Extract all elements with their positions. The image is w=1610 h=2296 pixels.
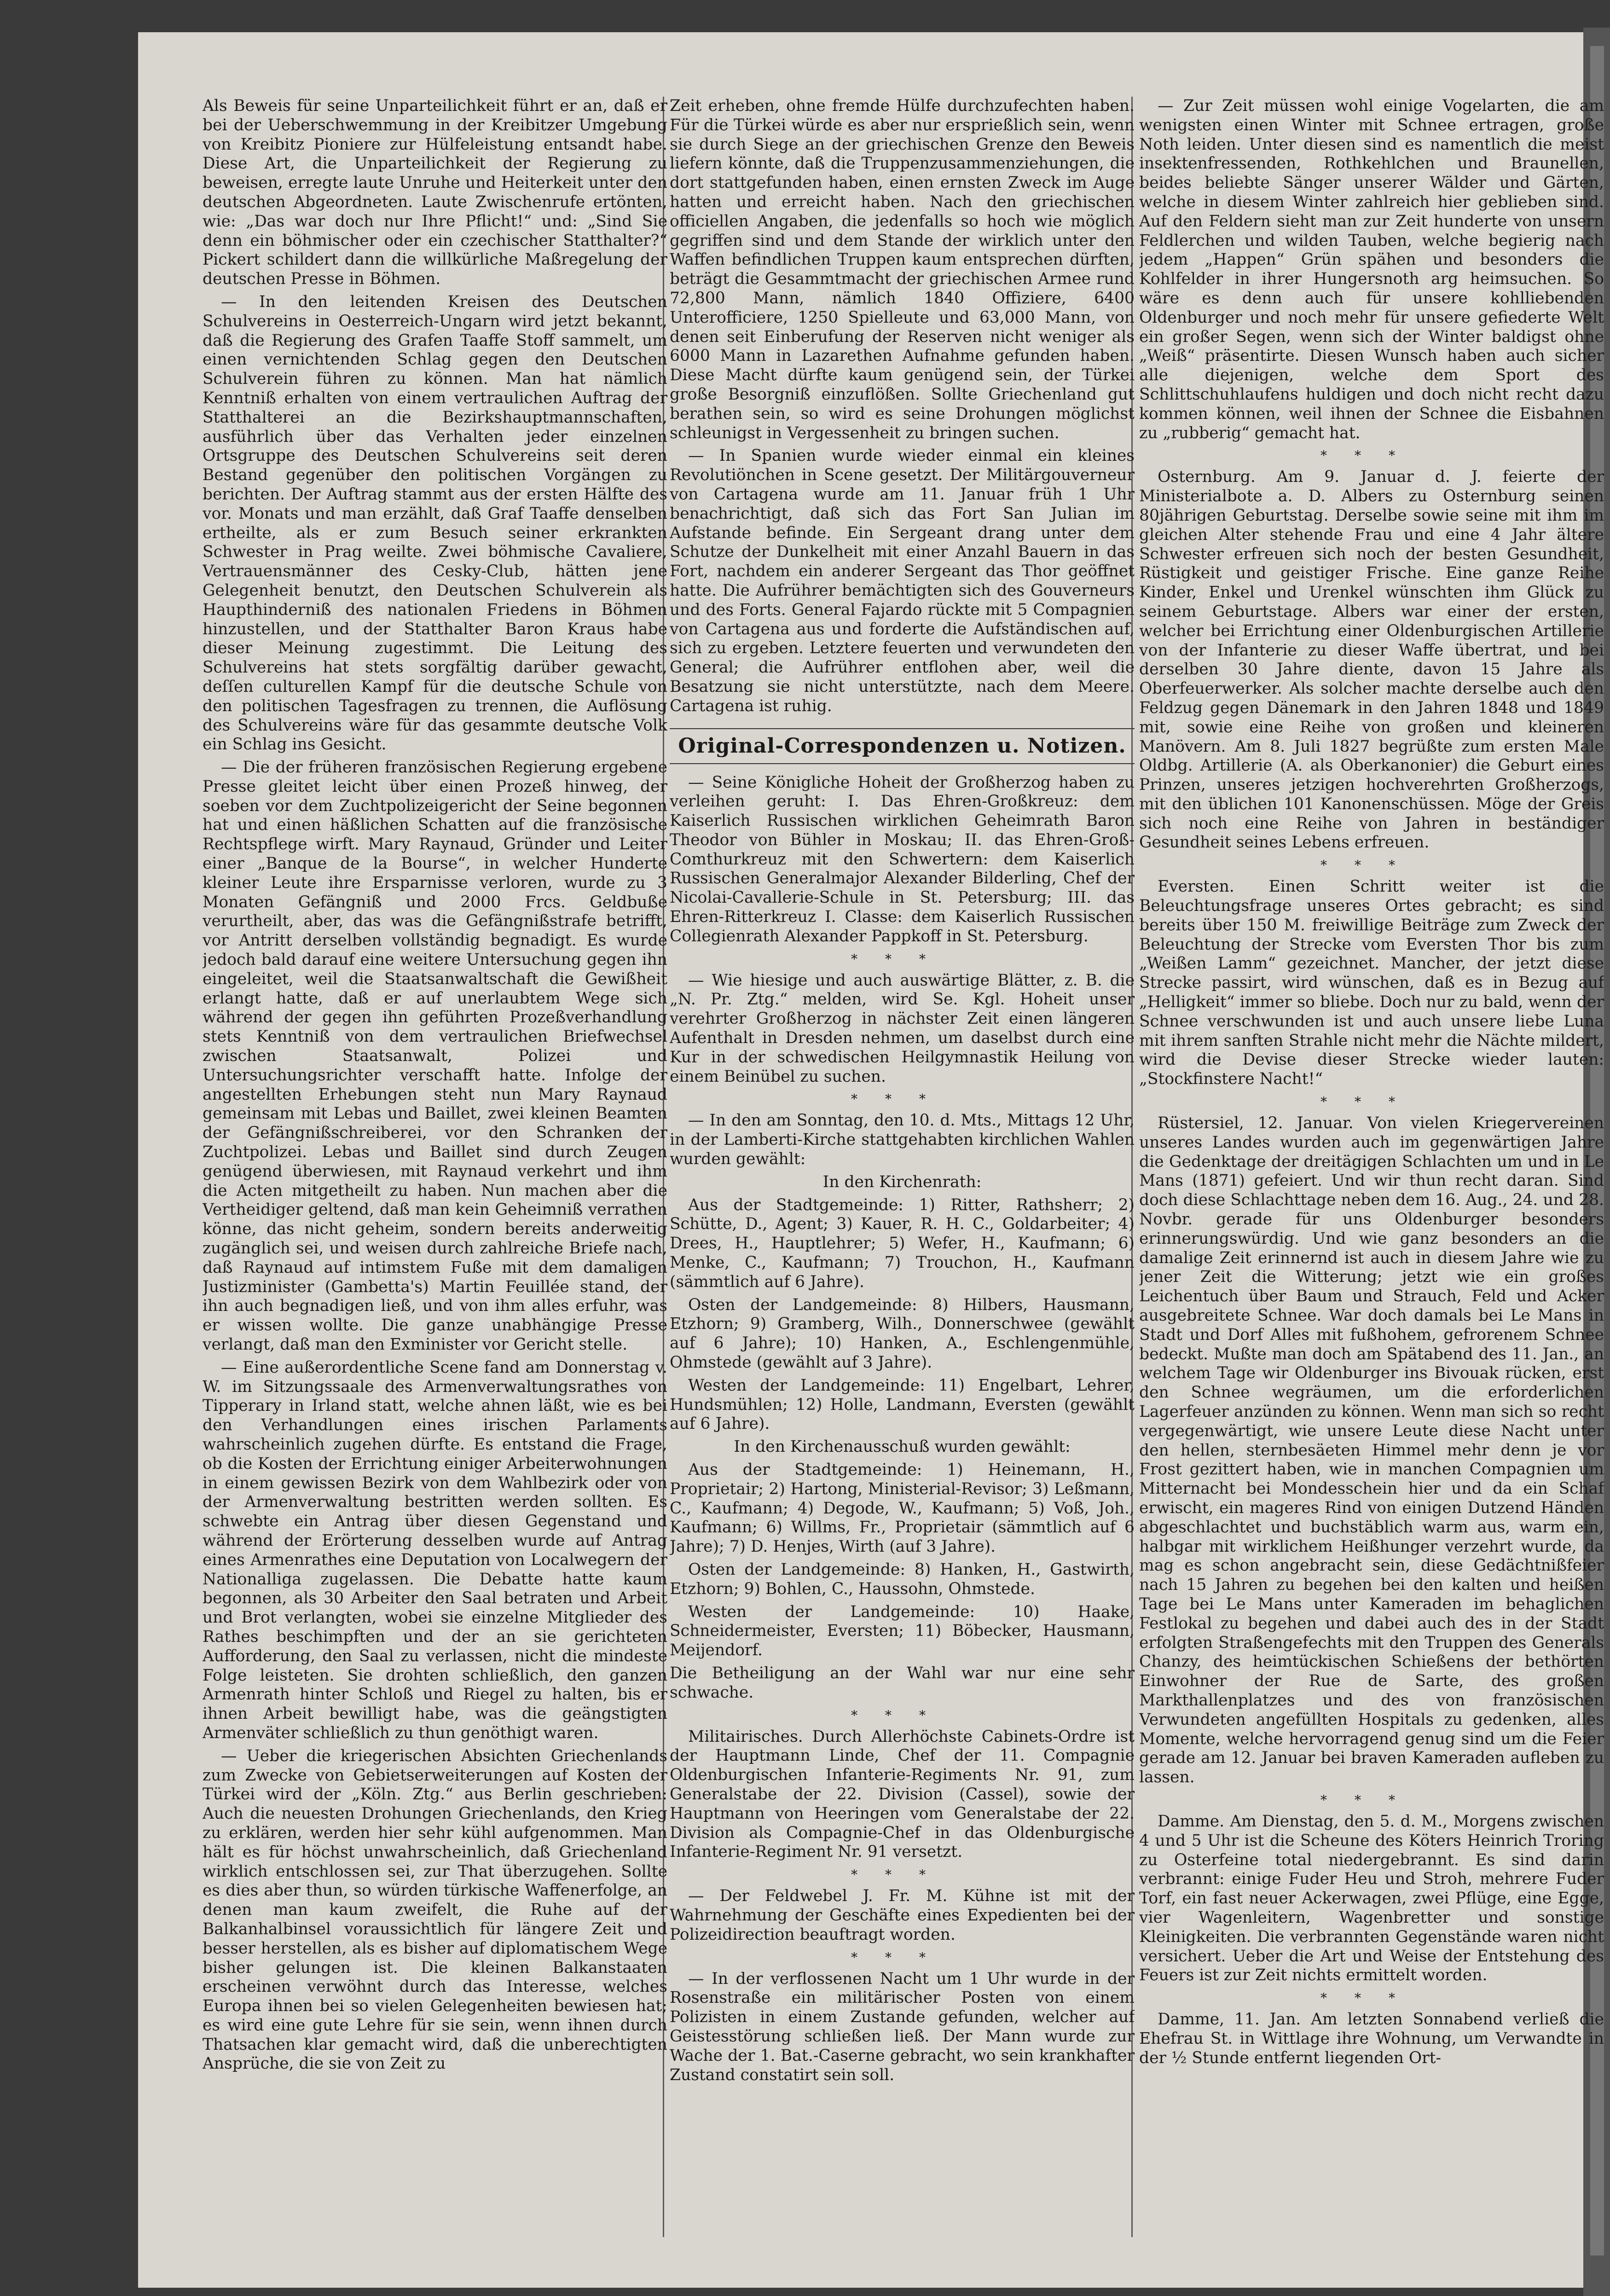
separator-stars: *** (851, 1091, 953, 1107)
paragraph: — In den am Sonntag, den 10. d. Mts., Mittags 12 Uhr, in der Lamberti-Kirche stattgehabten kirchlichen Wahlen wurden gewählt: (670, 1111, 1135, 1169)
column-3 (1139, 97, 1604, 2237)
paragraph: Zeit erheben, ohne fremde Hülfe durchzufechten haben. Für die Türkei würde es aber nur ersprießlich sein, wenn sie durch Siege an der griechischen Grenze den Beweis liefern könnte, daß die Truppenzusammenziehungen, die dort stattgefunden haben, einen ernsten Zweck im Auge hatten und erreicht haben. Nach den griechischen officiellen Angaben, die jedenfalls so hoch wie möglich gegriffen sind und dem Stande der wirklich unter den Waffen befindlichen Truppen kaum entsprechen dürften, beträgt die Gesammtmacht der griechischen Armee rund 72,800 Mann, nämlich 1840 Offiziere, 6400 Unterofficiere, 1250 Spielleute und 63,000 Mann, von denen seit Einberufung der Reserven nicht weniger als 6000 Mann in Lazarethen Aufnahme gefunden haben. Diese Macht dürfte kaum genügend sein, der Türkei große Besorgniß einzuflößen. Sollte Griechenland gut berathen sein, so wird es seine Drohungen möglichst schleunigst in Vergessenheit zu bringen suchen. (670, 97, 1135, 442)
column-1 (203, 97, 667, 2237)
paragraph: — In Spanien wurde wieder einmal ein kleines Revolutiönchen in Scene gesetzt. Der Militärgouverneur von Cartagena wurde am 11. Januar früh 1 Uhr benachrichtigt, daß sich das Fort San Julian im Aufstande befinde. Ein Sergeant drang unter dem Schutze der Dunkelheit mit einer Anzahl Bauern in das Fort, nachdem ein anderer Sergeant das Thor geöffnet hatte. Die Aufrührer bemächtigten sich des Gouverneurs und des Forts. General Fajardo rückte mit 5 Compagnien von Cartagena aus und forderte die Aufständischen auf, sich zu ergeben. Letztere feuerten und verwundeten den General; die Aufrührer entflohen aber, weil die Besatzung sie nicht unterstützte, nach dem Meere. Cartagena ist ruhig. (670, 446, 1135, 715)
paragraph: Westen der Landgemeinde: 11) Engelbart, Lehrer, Hundsmühlen; 12) Holle, Landmann, Eversten (gewählt auf 6 Jahre). (670, 1376, 1135, 1433)
separator-stars: *** (1320, 1094, 1423, 1110)
paragraph: Als Beweis für seine Unparteilichkeit führt er an, daß er bei der Ueberschwemmung in der Kreibitzer Umgebung von Kreibitz Pioniere zur Hülfeleistung entsandt habe. Diese Art, die Unparteilichkeit der Regierung zu beweisen, erregte laute Unruhe und Heiterkeit unter den deutschen Abgeordneten. Laute Zwischenrufe ertönten, wie: „Das war doch nur Ihre Pflicht!“ und: „Sind Sie denn ein böhmischer oder ein czechischer Statthalter?“ Pickert schildert dann die willkürliche Maßregelung der deutschen Presse in Böhmen. (203, 97, 667, 289)
paragraph: — Wie hiesige und auch auswärtige Blätter, z. B. die „N. Pr. Ztg.“ melden, wird Se. Kgl. Hoheit unser verehrter Großherzog in nächster Zeit einen längeren Aufenthalt in Dresden nehmen, um daselbst durch eine Kur in der schwedischen Heilgymnastik Heilung von einem Beinübel zu suchen. (670, 971, 1135, 1086)
paragraph: — Seine Königliche Hoheit der Großherzog haben zu verleihen geruht: I. Das Ehren-Großkreuz: dem Kaiserlich Russischen wirklichen Geheimrath Baron Theodor von Bühler in Moskau; II. das Ehren-Groß-Comthurkreuz mit den Schwertern: dem Kaiserlich Russischen Generalmajor Alexander Bilderling, Chef der Nicolai-Cavallerie-Schule in St. Petersburg; III. das Ehren-Ritterkreuz I. Classe: dem Kaiserlich Russischen Collegienrath Alexander Pappkoff in St. Petersburg. (670, 773, 1135, 945)
separator-stars: *** (1320, 1792, 1423, 1808)
paragraph: — Der Feldwebel J. Fr. M. Kühne ist mit der Wahrnehmung der Geschäfte eines Expedienten bei der Polizeidirection beauftragt worden. (670, 1887, 1135, 1944)
paragraph: Osternburg. Am 9. Januar d. J. feierte der Ministerialbote a. D. Albers zu Osternburg seinen 80jährigen Geburtstag. Derselbe sowie seine mit ihm im gleichen Alter stehende Frau und eine 4 Jahr ältere Schwester erfreuen sich noch der besten Gesundheit, Rüstigkeit und geistiger Frische. Eine ganze Reihe Kinder, Enkel und Urenkel wünschten ihm Glück zu seinem Geburtstage. Albers war einer der ersten, welcher bei Errichtung einer Oldenburgischen Artillerie von der Infanterie zu dieser Waffe übertrat, und bei derselben 30 Jahre diente, davon 15 Jahre als Oberfeuerwerker. Als solcher machte derselbe auch den Feldzug gegen Dänemark in den Jahren 1848 und 1849 mit, sowie eine Reihe von großen und kleineren Manövern. Am 8. Juli 1827 begrüßte zum ersten Male Oldbg. Artillerie (A. als Oberkanonier) die Geburt eines Prinzen, unseres jetzigen hochverehrten Großherzogs, mit den üblichen 101 Kanonenschüssen. Möge der Greis sich noch eine Reihe von Jahren in beständiger Gesundheit seines Lebens erfreuen. (1139, 468, 1604, 852)
paragraph: — In der verflossenen Nacht um 1 Uhr wurde in der Rosenstraße ein militärischer Posten von einem Polizisten in einem Zustande gefunden, welcher auf Geistesstörung schließen ließ. Der Mann wurde zur Wache der 1. Bat.-Caserne gebracht, wo sein krankhafter Zustand constatirt sein soll. (670, 1969, 1135, 2084)
paragraph: Eversten. Einen Schritt weiter ist die Beleuchtungsfrage unseres Ortes gebracht; es sind bereits über 150 M. freiwillige Beiträge zum Zweck der Beleuchtung der Strecke vom Eversten Thor bis zum „Weißen Lamm“ gezeichnet. Mancher, der jetzt diese Strecke passirt, wird wünschen, daß es in Bezug auf „Helligkeit“ immer so bliebe. Doch nur zu bald, wenn der Schnee verschwunden ist und auch unsere liebe Luna mit ihrem sanften Strahle nicht mehr die Nächte mildert, wird die Devise dieser Strecke wieder lauten: „Stockfinstere Nacht!“ (1139, 877, 1604, 1089)
separator-stars: *** (851, 1707, 953, 1723)
paragraph: Aus der Stadtgemeinde: 1) Heinemann, H., Proprietair; 2) Hartong, Ministerial-Revisor; 3) Leßmann, C., Kaufmann; 4) Degode, W., Kaufmann; 5) Voß, Joh., Kaufmann; 6) Willms, Fr., Proprietair (sämmtlich auf 6 Jahre); 7) D. Henjes, Wirth (auf 3 Jahre). (670, 1461, 1135, 1556)
separator-stars: *** (851, 1867, 953, 1883)
paragraph: Osten der Landgemeinde: 8) Hanken, H., Gastwirth, Etzhorn; 9) Bohlen, C., Haussohn, Ohmstede. (670, 1560, 1135, 1598)
subheading: In den Kirchenrath: (822, 1172, 982, 1191)
paragraph: Die Betheiligung an der Wahl war nur eine sehr schwache. (670, 1664, 1135, 1702)
section-heading: Original-Correspondenzen u. Notizen. (670, 728, 1135, 764)
paragraph: — Ueber die kriegerischen Absichten Griechenlands zum Zwecke von Gebietserweiterungen auf Kosten der Türkei wird der „Köln. Ztg.“ aus Berlin geschrieben: Auch die neuesten Drohungen Griechenlands, den Krieg zu erklären, werden hier sehr kühl aufgenommen. Man hält es für höchst unwahrscheinlich, daß Griechenland wirklich entschlossen sei, zur That überzugehen. Sollte es dies aber thun, so würden türkische Waffenerfolge, an denen man kaum zweifelt, die Ruhe auf der Balkanhalbinsel voraussichtlich für längere Zeit und besser herstellen, als es bisher auf diplomatischem Wege bisher gelungen ist. Die kleinen Balkanstaaten erscheinen verwöhnt durch das Interesse, welches Europa ihnen bei so vielen Gelegenheiten bewiesen hat; es wird eine gute Lehre für sie sein, wenn ihnen durch Thatsachen klar gemacht wird, daß die unberechtigten Ansprüche, die sie von Zeit zu (203, 1746, 667, 2073)
paragraph: Aus der Stadtgemeinde: 1) Ritter, Rathsherr; 2) Schütte, D., Agent; 3) Kauer, R. H. C., Goldarbeiter; 4) Drees, H., Hauptlehrer; 5) Wefer, H., Kaufmann; 6) Menke, C., Kaufmann; 7) Trouchon, H., Kaufmann (sämmtlich auf 6 Jahre). (670, 1195, 1135, 1291)
separator-stars: *** (1320, 1990, 1423, 2006)
separator-stars: *** (1320, 858, 1423, 873)
column-2 (670, 97, 1135, 2237)
paragraph: Militairisches. Durch Allerhöchste Cabinets-Ordre ist der Hauptmann Linde, Chef der 11. Compagnie Oldenburgischen Infanterie-Regiments Nr. 91, zum Generalstabe der 22. Division (Cassel), sowie der Hauptmann von Heeringen vom Generalstabe der 22. Division als Compagnie-Chef in das Oldenburgische Infanterie-Regiment Nr. 91 versetzt. (670, 1727, 1135, 1861)
paragraph: Westen der Landgemeinde: 10) Haake, Schneidermeister, Eversten; 11) Böbecker, Hausmann, Meijendorf. (670, 1602, 1135, 1660)
paragraph: — In den leitenden Kreisen des Deutschen Schulvereins in Oesterreich-Ungarn wird jetzt bekannt, daß die Regierung des Grafen Taaffe Stoff sammelt, um einen vernichtenden Schlag gegen den Deutschen Schulverein führen zu können. Man hat nämlich Kenntniß erhalten von einem vertraulichen Auftrag der Statthalterei an die Bezirkshauptmannschaften, ausführlich über das Verhalten jeder einzelnen Ortsgruppe des Deutschen Schulvereins seit deren Bestand gegenüber den politischen Vorgängen zu berichten. Der Auftrag stammt aus der ersten Hälfte des vor. Monats und man erzählt, daß Graf Taaffe denselben ertheilte, als er zum Besuch seiner erkrankten Schwester in Prag weilte. Zwei böhmische Cavaliere, Vertrauensmänner des Cesky-Club, hätten jene Gelegenheit benutzt, den Deutschen Schulverein als Haupthinderniß des nationalen Friedens in Böhmen hinzustellen, und der Statthalter Baron Kraus habe dieser Meinung zugestimmt. Die Leitung des Schulvereins hat stets sorgfältig darüber gewacht, deſſen culturellen Kampf für die deutsche Schule von den politischen Tagesfragen zu trennen, die Auflösung des Schulvereins wäre für das gesammte deutsche Volk ein Schlag ins Gesicht. (203, 292, 667, 754)
separator-stars: *** (1320, 448, 1423, 464)
separator-stars: *** (851, 1949, 953, 1965)
paragraph: Damme, 11. Jan. Am letzten Sonnabend verließ die Ehefrau St. in Wittlage ihre Wohnung, um Verwandte in der ½ Stunde entfernt liegenden Ort- (1139, 2010, 1604, 2067)
paragraph: — Zur Zeit müssen wohl einige Vogelarten, die am wenigsten einen Winter mit Schnee ertragen, große Noth leiden. Unter diesen sind es namentlich die meist insektenfressenden, Rothkehlchen und Braunellen, beides beliebte Sänger unserer Wälder und Gärten, welche in diesem Winter zahlreich hier geblieben sind. Auf den Feldern sieht man zur Zeit hunderte von unsern Feldlerchen und wilden Tauben, welche begierig nach jedem „Happen“ Grün spähen und besonders die Kohlfelder in ihrer Hungersnoth arg heimsuchen. So wäre es denn auch für unsere kohlliebenden Oldenburger und noch mehr für unsere gefiederte Welt ein großer Segen, wenn sich der Winter baldigst ohne „Weiß“ präsentirte. Diesen Wunsch haben auch sicher alle diejenigen, welche dem Sport des Schlittschuhlaufens huldigen und doch nicht recht dazu kommen können, weil ihnen der Schnee die Eisbahnen zu „rubberig“ gemacht hat. (1139, 97, 1604, 442)
paragraph: — Die der früheren französischen Regierung ergebene Presse gleitet leicht über einen Prozeß hinweg, der soeben vor dem Zuchtpolizeigericht der Seine begonnen hat und einen häßlichen Schatten auf die französische Rechtspflege wirft. Mary Raynaud, Gründer und Leiter einer „Banque de la Bourse“, in welcher Hunderte kleiner Leute ihre Ersparnisse verloren, wurde zu 3 Monaten Gefängniß und 2000 Frcs. Geldbuße verurtheilt, aber, das was die Gefängnißstrafe betrifft, vor Antritt derselben vollständig begnadigt. Es wurde jedoch bald darauf eine weitere Untersuchung gegen ihn eingeleitet, weil die Staatsanwaltschaft die Gewißheit erlangt hatte, daß er auf unerlaubtem Wege sich während der gegen ihn geführten Prozeßverhandlung stets Kenntniß von dem vertraulichen Briefwechsel zwischen Staatsanwalt, Polizei und Untersuchungsrichter verschafft hatte. Infolge der angestellten Erhebungen steht nun Mary Raynaud gemeinsam mit Lebas und Baillet, zwei kleinen Beamten der Gefängnißschreiberei, vor den Schranken der Zuchtpolizei. Lebas und Baillet sind durch Zeugen genügend überwiesen, mit Raynaud verkehrt und ihm die Acten mitgetheilt zu haben. Nun machen aber die Vertheidiger geltend, daß man kein Geheimniß verrathen könne, das nicht geheim, sondern bereits anderweitig zugänglich sei, und weisen durch zahlreiche Briefe nach, daß Raynaud auf intimstem Fuße mit dem damaligen Justizminister (Gambetta's) Martin Feuillée stand, der ihn auch begnadigen ließ, und von ihm alles erfuhr, was er wissen wollte. Die ganze unabhängige Presse verlangt, daß man den Exminister vor Gericht stelle. (203, 758, 667, 1354)
paragraph: Osten der Landgemeinde: 8) Hilbers, Hausmann, Etzhorn; 9) Gramberg, Wilh., Donnerschwee (gewählt auf 6 Jahre); 10) Hanken, A., Eschlengenmühle, Ohmstede (gewählt auf 3 Jahre). (670, 1295, 1135, 1372)
paragraph: Damme. Am Dienstag, den 5. d. M., Morgens zwischen 4 und 5 Uhr ist die Scheune des Köters Heinrich Troring zu Osterfeine total niedergebrannt. Es sind darin verbrannt: einige Fuder Heu und Stroh, mehrere Fuder Torf, ein fast neuer Ackerwagen, zwei Pflüge, eine Egge, vier Wagenleitern, Wagenbretter und sonstige Kleinigkeiten. Die verbrannten Gegenstände waren nicht versichert. Ueber die Art und Weise der Entstehung des Feuers ist zur Zeit nichts ermittelt worden. (1139, 1812, 1604, 1985)
paragraph: Rüstersiel, 12. Januar. Von vielen Kriegervereinen unseres Landes wurden auch im gegenwärtigen Jahre die Gedenktage der dreitägigen Schlachten um und in Le Mans (1871) gefeiert. Und wir thun recht daran. Sind doch diese Schlachttage neben dem 16. Aug., 24. und 28. Novbr. gerade für uns Oldenburger besonders erinnerungswürdig. Und wie ganz besonders an die damalige Zeit erinnernd ist auch in diesem Jahre wie zu jener Zeit die Witterung; jetzt wie ein großes Leichentuch über Baum und Strauch, Feld und Acker ausgebreitete Schnee. War doch damals bei Le Mans in Stadt und Dorf Alles mit fußhohem, gefrorenem Schnee bedeckt. Mußte man doch am Spätabend des 11. Jan., an welchem Tage wir Oldenburger ins Bivouak rücken, erst den Schnee wegräumen, um die erforderlichen Lagerfeuer anzünden zu können. Wenn man sich so recht vergegenwärtigt, wie unsere Leute diese Nacht unter den hellen, sternbesäeten Himmel mehr denn je vor Frost gezittert haben, wie in manchen Compagnien um Mitternacht bei Mondesschein hier und da ein Schaf erwischt, ein mageres Rind von einigen Dutzend Händen abgeschlachtet und buchstäblich warm aus, warm ein, halbgar mit wirklichem Heißhunger verzehrt wurde, da mag es schon angebracht sein, diese Gedächtnißfeier nach 15 Jahren zu begehen bei den kalten und heißen Tage bei Le Mans unter Kameraden im behaglichen Festlokal zu begehen und dabei auch des in der Stadt erfolgten Straßengefechts mit den Truppen des Generals Chanzy, des heimtückischen Schießens der bethörten Einwohner der Rue de Sarte, des großen Markthallenplatzes und des von französischen Verwundeten angefüllten Hospitals zu gedenken, alles Momente, welche hervorragend genug sind um die Feier gerade am 12. Januar bei braven Kameraden aufleben zu lassen. (1139, 1114, 1604, 1787)
separator-stars: *** (851, 951, 953, 967)
paragraph: — Eine außerordentliche Scene fand am Donnerstag v. W. im Sitzungssaale des Armenverwaltungsrathes von Tipperary in Irland statt, welche ahnen läßt, wie es bei den Verhandlungen eines irischen Parlaments wahrscheinlich zugehen dürfte. Es entstand die Frage, ob die Kosten der Errichtung einiger Arbeiterwohnungen in einem gewissen Bezirk von dem Wahlbezirk oder von der Armenverwaltung bestritten werden sollten. Es schwebte ein Antrag über diesen Gegenstand und während der Erörterung desselben wurde auf Antrag eines Armenrathes eine Deputation von Localwegern der Nationalliga zugelassen. Die Debatte hatte kaum begonnen, als 30 Arbeiter den Saal betraten und Arbeit und Brot verlangten, wobei sie einzelne Mitglieder des Rathes beschimpften und der an sie gerichteten Aufforderung, den Saal zu verlassen, nicht die mindeste Folge leisteten. Sie drohten schließlich, den ganzen Armenrath hinter Schloß und Riegel zu halten, bis er ihnen Arbeit bewilligt habe, was die geängstigten Armenväter schließlich zu thun genöthigt waren. (203, 1358, 667, 1742)
subheading: In den Kirchenausschuß wurden gewählt: (734, 1438, 1071, 1456)
